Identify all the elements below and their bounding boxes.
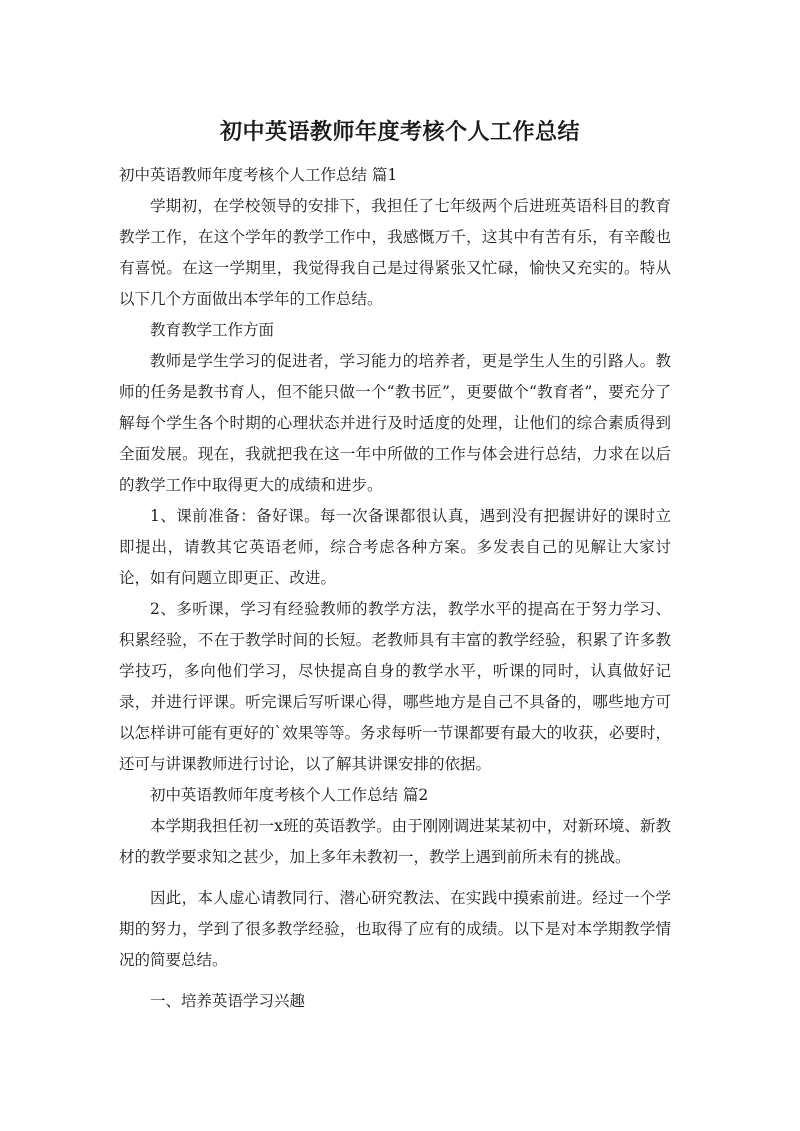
- paragraph-learning-effort: 因此，本人虚心请教同行、潜心研究教法、在实践中摸索前进。经过一个学期的努力，学到了很多教学经验，也取得了应有的成绩。以下是对本学期教学情况的简要总结。: [119, 889, 671, 969]
- paragraph-lesson-prep: 1、课前准备：备好课。每一次备课都很认真，遇到没有把握讲好的课时立即提出，请教其它英语老师，综合考虑各种方案。多发表自己的见解让大家讨论，如有问题立即更正、改进。: [119, 507, 671, 587]
- paragraph-teacher-role: 教师是学生学习的促进者，学习能力的培养者，更是学生人生的引路人。教师的任务是教书育人，但不能只做一个“教书匠”，更要做个“教育者”，要充分了解每个学生各个时期的心理状态并进行及时适度的处理，让他们的综合素质得到全面发展。现在，我就把我在这一年中所做的工作与体会进行总结，力求在以后的教学工作中取得更大的成绩和进步。: [119, 352, 671, 494]
- subheading-interest: 一、培养英语学习兴趣: [150, 992, 306, 1010]
- paragraph-observe-classes: 2、多听课，学习有经验教师的教学方法，教学水平的提高在于努力学习、积累经验，不在于教学时间的长短。老教师具有丰富的教学经验，积累了许多教学技巧，多向他们学习，尽快提高自身的教学水平，听课的同时，认真做好记录，并进行评课。听完课后写听课心得，哪些地方是自己不具备的，哪些地方可以怎样讲可能有更好的`效果等等。务求每听一节课都要有最大的收获，必要时，还可与讲课教师进行讨论，以了解其讲课安排的依据。: [119, 600, 671, 773]
- subheading-teaching: 教育教学工作方面: [150, 321, 275, 339]
- paragraph-intro: 学期初，在学校领导的安排下，我担任了七年级两个后进班英语科目的教育教学工作，在这个学年的教学工作中，我感慨万千，这其中有苦有乐，有辛酸也有喜悦。在这一学期里，我觉得我自己是过得紧张又忙碌，愉快又充实的。特从以下几个方面做出本学年的工作总结。: [119, 197, 671, 308]
- document-title: 初中英语教师年度考核个人工作总结: [219, 120, 580, 145]
- document-body: [119, 160, 671, 1017]
- section-heading-1: 初中英语教师年度考核个人工作总结 篇1: [119, 166, 398, 184]
- paragraph-new-class: 本学期我担任初一x班的英语教学。由于刚刚调进某某初中，对新环境、新教材的教学要求知之甚少，加上多年未教初一，教学上遇到前所未有的挑战。: [119, 817, 671, 866]
- section-heading-2: 初中英语教师年度考核个人工作总结 篇2: [150, 786, 429, 804]
